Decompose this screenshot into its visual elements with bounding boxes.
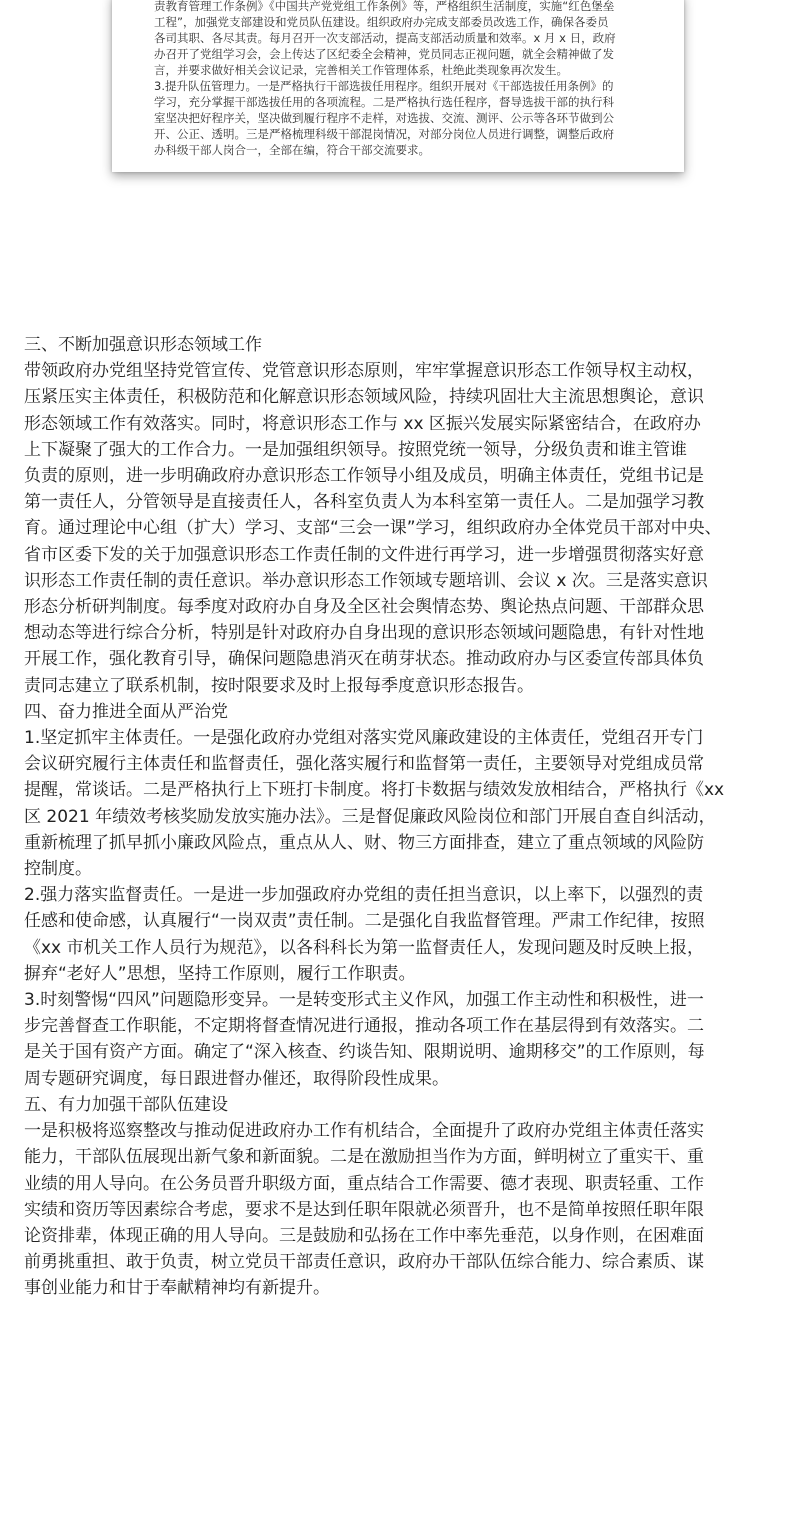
document-body [24,332,784,1302]
body-text-line: 周专题研究调度，每日跟进督办催还，取得阶段性成果。 [24,1068,449,1089]
body-text-line: 五、有力加强干部队伍建设 [24,1094,228,1115]
body-text-line: 前勇挑重担、敢于负责，树立党员干部责任意识，政府办干部队伍综合能力、综合素质、谋 [24,1252,704,1273]
body-text-line: 事创业能力和甘于奉献精神均有新提升。 [24,1278,330,1299]
body-text-line: 育。通过理论中心组（扩大）学习、支部“三会一课”学习，组织政府办全体党员干部对中央、 [24,518,722,539]
preview-text-line: 言，并要求做好相关会议记录，完善相关工作管理体系，杜绝此类现象再次发生。 [154,63,568,77]
body-text-line: 第一责任人，分管领导是直接责任人，各科室负责人为本科室第一责任人。二是加强学习教 [24,492,704,513]
preview-text-line: 办科级干部人岗合一，全部在编，符合干部交流要求。 [154,143,430,157]
body-text-line: 负责的原则，进一步明确政府办意识形态工作领导小组及成员，明确主体责任，党组书记是 [24,466,704,487]
preview-text-line: 3.提升队伍管理力。一是严格执行干部选拔任用程序。组织开展对《干部选拔任用条例》的 [154,79,614,93]
body-text-line: 带领政府办党组坚持党管宣传、党管意识形态原则，牢牢掌握意识形态工作领导权主动权， [24,361,704,382]
body-text-line: 3.时刻警惕“四风”问题隐形变异。一是转变形式主义作风，加强工作主动性和积极性，进一 [24,990,704,1011]
preview-text-line: 学习，充分掌握干部选拔任用的各项流程。二是严格执行选任程序，督导选拔干部的执行科 [154,95,614,109]
preview-text-line: 工程”，加强党支部建设和党员队伍建设。组织政府办完成支部委员改选工作，确保各委员 [154,15,609,29]
body-text-line: 压紧压实主体责任，积极防范和化解意识形态领域风险，持续巩固壮大主流思想舆论，意识 [24,387,704,408]
body-text-line: 1.坚定抓牢主体责任。一是强化政府办党组对落实党风廉政建设的主体责任，党组召开专门 [24,728,704,749]
body-text-line: 上下凝聚了强大的工作合力。一是加强组织领导。按照党统一领导，分级负责和谁主管谁 [24,439,687,460]
body-text-line: 形态分析研判制度。每季度对政府办自身及全区社会舆情态势、舆论热点问题、干部群众思 [24,597,704,618]
body-text-line: 区 2021 年绩效考核奖励发放实施办法》。三是督促廉政风险岗位和部门开展自查自纠活动， [24,806,716,827]
body-text-line: 任感和使命感，认真履行“一岗双责”责任制。二是强化自我监督管理。严肃工作纪律，按照 [24,911,705,932]
preview-text-line: 开、公正、透明。三是严格梳理科级干部混岗情况，对部分岗位人员进行调整，调整后政府 [154,127,614,141]
body-text-line: 摒弃“老好人”思想，坚持工作原则，履行工作职责。 [24,963,416,984]
body-text-line: 想动态等进行综合分析，特别是针对政府办自身出现的意识形态领域问题隐患，有针对性地 [24,623,704,644]
body-text-line: 步完善督查工作职能，不定期将督查情况进行通报，推动各项工作在基层得到有效落实。二 [24,1016,704,1037]
body-text-line: 识形态工作责任制的责任意识。举办意识形态工作领域专题培训、会议 x 次。三是落实意识 [24,570,708,591]
body-text-line: 是关于国有资产方面。确定了“深入核查、约谈告知、限期说明、逾期移交”的工作原则，每 [24,1042,705,1063]
body-text-line: 能力，干部队伍展现出新气象和新面貌。二是在激励担当作为方面，鲜明树立了重实干、重 [24,1147,704,1168]
body-text-line: 三、不断加强意识形态领域工作 [24,335,262,355]
body-text-line: 实绩和资历等因素综合考虑，要求不是达到任职年限就必须晋升，也不是简单按照任职年限 [24,1199,704,1220]
body-text-line: 论资排辈，体现正确的用人导向。三是鼓励和弘扬在工作中率先垂范，以身作则，在困难面 [24,1225,704,1246]
body-text-line: 一是积极将巡察整改与推动促进政府办工作有机结合，全面提升了政府办党组主体责任落实 [24,1121,704,1142]
body-text-line: 业绩的用人导向。在公务员晋升职级方面，重点结合工作需要、德才表现、职责轻重、工作 [24,1173,704,1194]
body-text-line: 省市区委下发的关于加强意识形态工作责任制的文件进行再学习，进一步增强贯彻落实好意 [24,544,704,565]
body-text-line: 提醒，常谈话。二是严格执行上下班打卡制度。将打卡数据与绩效发放相结合，严格执行《xx [24,780,725,801]
preview-text-line: 各司其职、各尽其责。每月召开一次支部活动，提高支部活动质量和效率。x 月 x 日，政府 [154,31,616,45]
body-text-line: 责同志建立了联系机制，按时限要求及时上报每季度意识形态报告。 [24,675,534,696]
body-text-line: 四、奋力推进全面从严治党 [24,701,228,722]
preview-text-line: 办召开了党组学习会，会上传达了区纪委全会精神，党员同志正视问题，就全会精神做了发 [154,47,614,61]
preview-text-line: 责教育管理工作条例》《中国共产党党组工作条例》等，严格组织生活制度，实施“红色堡垒 [154,0,615,13]
document-preview-area [0,0,800,200]
body-text-line: 重新梳理了抓早抓小廉政风险点，重点从人、财、物三方面排查，建立了重点领域的风险防 [24,832,704,853]
body-text-line: 会议研究履行主体责任和监督责任，强化落实履行和监督第一责任，主要领导对党组成员常 [24,754,704,775]
document-page-preview [112,0,684,172]
body-text-line: 控制度。 [24,859,92,880]
preview-text-line: 室坚决把好程序关，坚决做到履行程序不走样，对选拔、交流、测评、公示等各环节做到公 [154,111,614,125]
body-text-line: 2.强力落实监督责任。一是进一步加强政府办党组的责任担当意识，以上率下，以强烈的责 [24,885,704,906]
body-text-line: 形态领域工作有效落实。同时，将意识形态工作与 xx 区振兴发展实际紧密结合，在政府办 [24,413,701,434]
body-text-line: 开展工作，强化教育引导，确保问题隐患消灭在萌芽状态。推动政府办与区委宣传部具体负 [24,649,704,670]
body-text-line: 《xx 市机关工作人员行为规范》，以各科科长为第一监督责任人，发现问题及时反映上报， [24,937,705,958]
